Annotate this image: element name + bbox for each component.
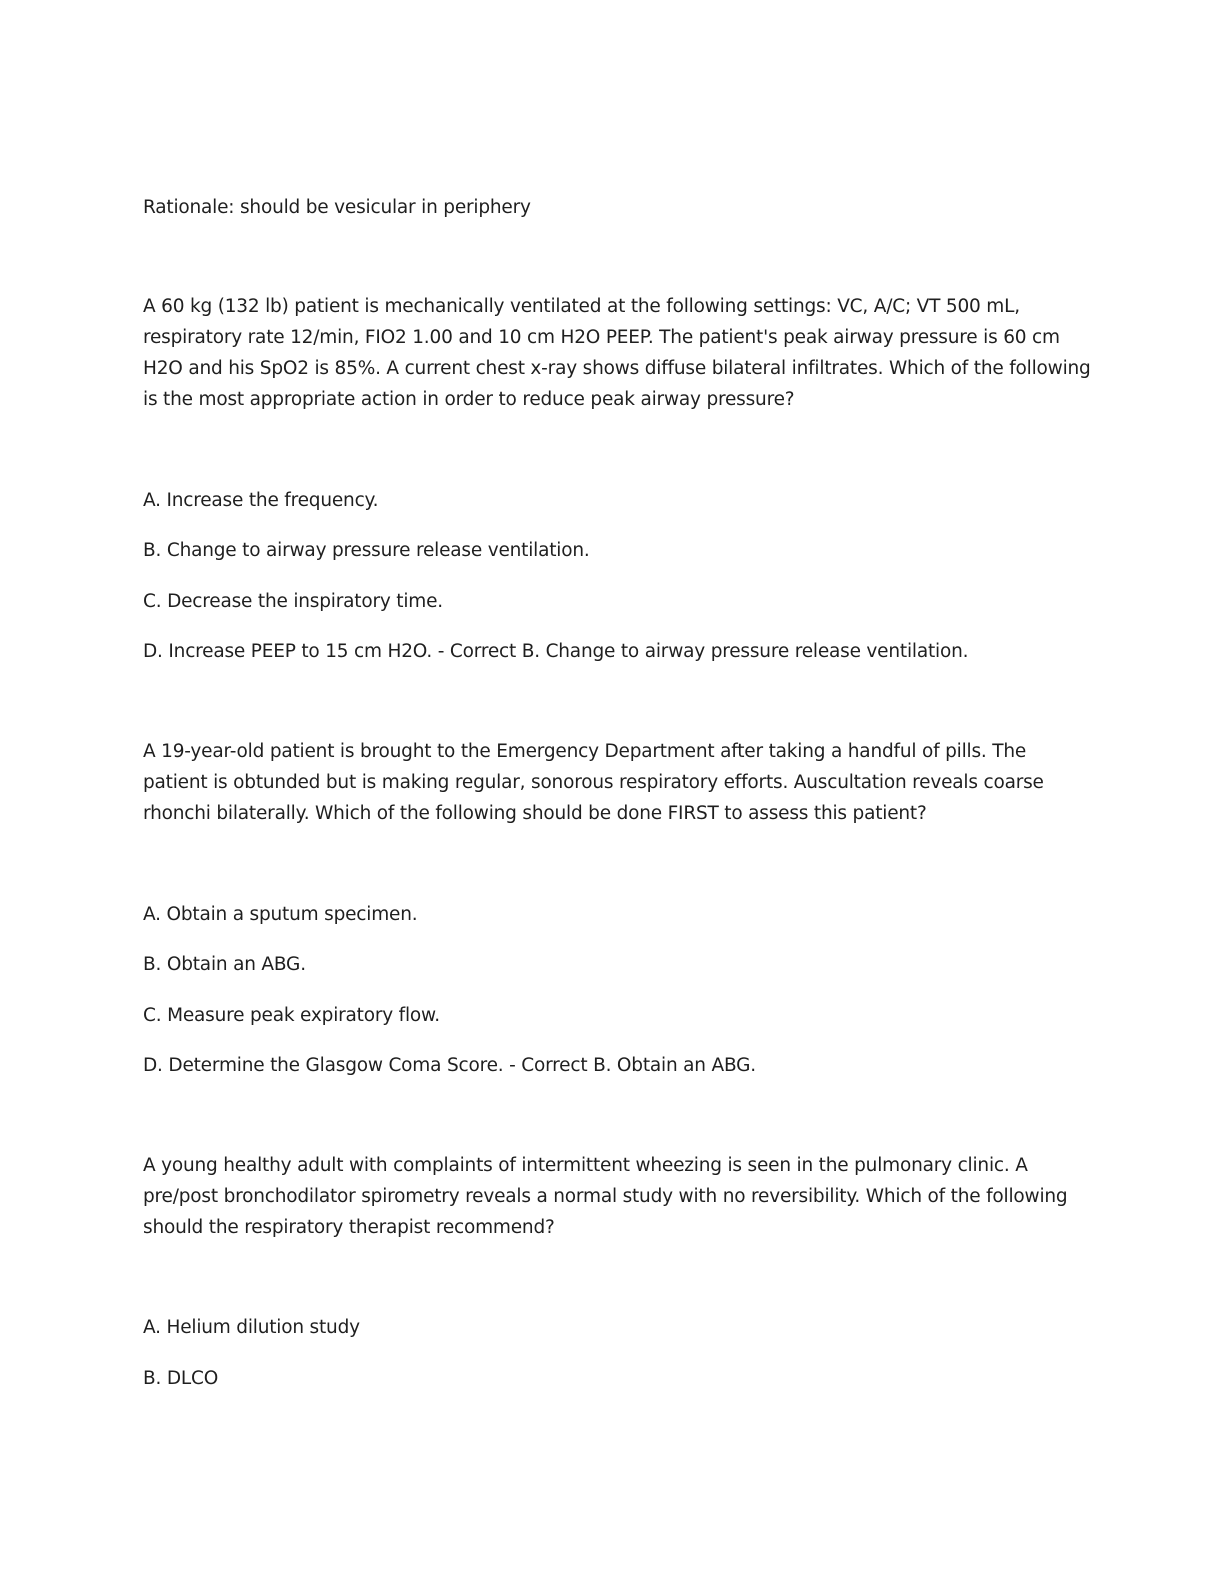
question-stem-line: respiratory rate 12/min, FIO2 1.00 and 10 cm H2O PEEP. The patient's peak airway pressure is 60 cm bbox=[143, 327, 1060, 348]
question-stem-line: patient is obtunded but is making regular, sonorous respiratory efforts. Auscultation reveals coarse bbox=[143, 772, 1044, 793]
question-stem-line: A 60 kg (132 lb) patient is mechanically ventilated at the following settings: VC, A/C; VT 500 mL, bbox=[143, 296, 1020, 317]
answer-option-b: B. Obtain an ABG. bbox=[143, 954, 306, 975]
rationale-text: Rationale: should be vesicular in periphery bbox=[143, 197, 531, 218]
answer-option-d: D. Increase PEEP to 15 cm H2O. - Correct B. Change to airway pressure release ventilation. bbox=[143, 641, 969, 662]
answer-option-b: B. DLCO bbox=[143, 1368, 219, 1389]
question-stem-line: rhonchi bilaterally. Which of the following should be done FIRST to assess this patient? bbox=[143, 803, 927, 824]
question-stem-line: H2O and his SpO2 is 85%. A current chest x-ray shows diffuse bilateral infiltrates. Which of the following bbox=[143, 358, 1091, 379]
question-stem-line: A young healthy adult with complaints of intermittent wheezing is seen in the pulmonary clinic. A bbox=[143, 1155, 1028, 1176]
answer-option-a: A. Increase the frequency. bbox=[143, 490, 379, 511]
question-stem-line: should the respiratory therapist recommend? bbox=[143, 1217, 555, 1238]
answer-option-c: C. Measure peak expiratory flow. bbox=[143, 1005, 440, 1026]
answer-option-a: A. Helium dilution study bbox=[143, 1317, 360, 1338]
answer-option-d: D. Determine the Glasgow Coma Score. - Correct B. Obtain an ABG. bbox=[143, 1055, 756, 1076]
answer-option-b: B. Change to airway pressure release ventilation. bbox=[143, 540, 590, 561]
question-stem-line: A 19-year-old patient is brought to the Emergency Department after taking a handful of pills. The bbox=[143, 741, 1027, 762]
question-stem-line: is the most appropriate action in order to reduce peak airway pressure? bbox=[143, 389, 795, 410]
question-stem-line: pre/post bronchodilator spirometry reveals a normal study with no reversibility. Which of the following bbox=[143, 1186, 1068, 1207]
answer-option-c: C. Decrease the inspiratory time. bbox=[143, 591, 443, 612]
answer-option-a: A. Obtain a sputum specimen. bbox=[143, 904, 418, 925]
